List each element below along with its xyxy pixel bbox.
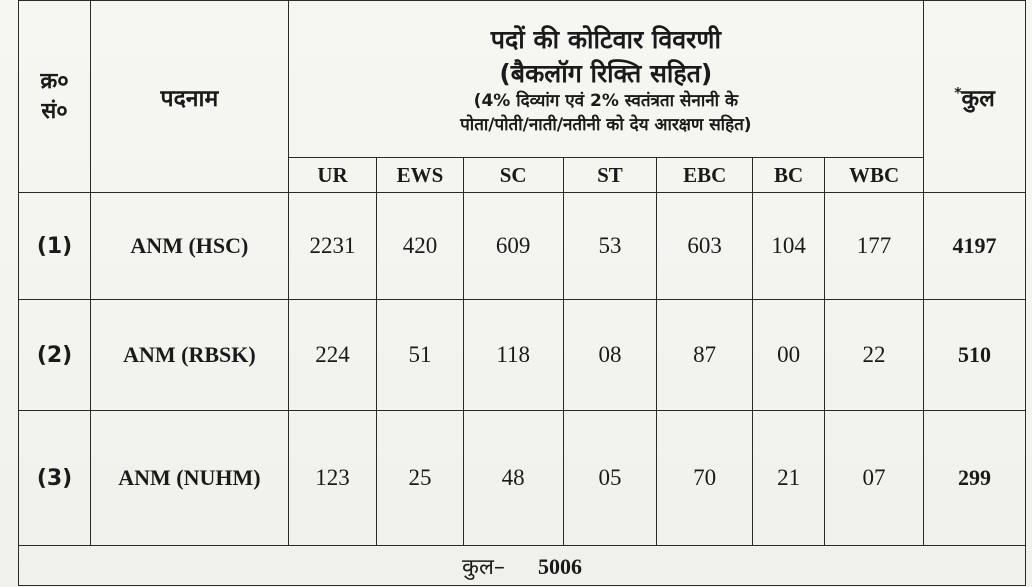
- cell-st: 08: [563, 300, 657, 411]
- category-note-line2: पोता/पोती/नाती/नतीनी को देय आरक्षण सहित): [460, 115, 752, 135]
- row-post-name: ANM (NUHM): [91, 411, 289, 546]
- row-serial: (1): [19, 193, 91, 300]
- grand-total-cell: [19, 546, 1026, 586]
- row-total: 510: [924, 300, 1026, 411]
- grand-total-value: 5006: [537, 553, 582, 579]
- category-st: ST: [563, 158, 657, 193]
- vacancy-table: [18, 0, 1026, 586]
- table-row: [19, 300, 1026, 411]
- category-sc: SC: [463, 158, 563, 193]
- row-serial: (2): [19, 300, 91, 411]
- cell-ur: 123: [288, 411, 377, 546]
- cell-ews: 51: [377, 300, 463, 411]
- serial-header: [19, 1, 91, 193]
- cell-wbc: 177: [825, 193, 924, 300]
- category-bc: BC: [753, 158, 825, 193]
- row-total: 299: [924, 411, 1026, 546]
- serial-header-line1: क्र०: [40, 68, 69, 94]
- category-note-line1: (4% दिव्यांग एवं 2% स्वतंत्रता सेनानी के: [473, 91, 739, 111]
- cell-bc: 00: [753, 300, 825, 411]
- cell-ews: 25: [377, 411, 463, 546]
- serial-header-line2: सं०: [41, 98, 68, 124]
- row-total: 4197: [924, 193, 1026, 300]
- total-header-label: कुल: [961, 85, 995, 112]
- cell-ebc: 70: [657, 411, 753, 546]
- table-row: [19, 193, 1026, 300]
- grand-total-row: [19, 546, 1026, 586]
- cell-bc: 21: [753, 411, 825, 546]
- total-header: [924, 1, 1026, 193]
- category-group-header: [288, 1, 923, 158]
- cell-ebc: 603: [657, 193, 753, 300]
- cell-ebc: 87: [657, 300, 753, 411]
- total-header-asterisk: *: [954, 84, 962, 101]
- cell-wbc: 22: [825, 300, 924, 411]
- grand-total-label: कुल–: [462, 554, 505, 580]
- category-title-line1: पदों की कोटिवार विवरणी: [490, 25, 721, 54]
- row-post-name: ANM (RBSK): [91, 300, 289, 411]
- cell-sc: 118: [463, 300, 563, 411]
- header-row: [19, 1, 1026, 158]
- category-title-line2: (बैकलॉग रिक्ति सहित): [499, 59, 713, 88]
- table-row: [19, 411, 1026, 546]
- cell-ews: 420: [377, 193, 463, 300]
- category-wbc: WBC: [825, 158, 924, 193]
- cell-st: 53: [563, 193, 657, 300]
- cell-ur: 224: [288, 300, 377, 411]
- row-post-name: ANM (HSC): [91, 193, 289, 300]
- cell-bc: 104: [753, 193, 825, 300]
- post-name-header: पदनाम: [91, 1, 289, 193]
- category-ews: EWS: [377, 158, 463, 193]
- cell-sc: 48: [463, 411, 563, 546]
- category-ebc: EBC: [657, 158, 753, 193]
- cell-st: 05: [563, 411, 657, 546]
- category-ur: UR: [288, 158, 377, 193]
- cell-ur: 2231: [288, 193, 377, 300]
- cell-wbc: 07: [825, 411, 924, 546]
- cell-sc: 609: [463, 193, 563, 300]
- row-serial: (3): [19, 411, 91, 546]
